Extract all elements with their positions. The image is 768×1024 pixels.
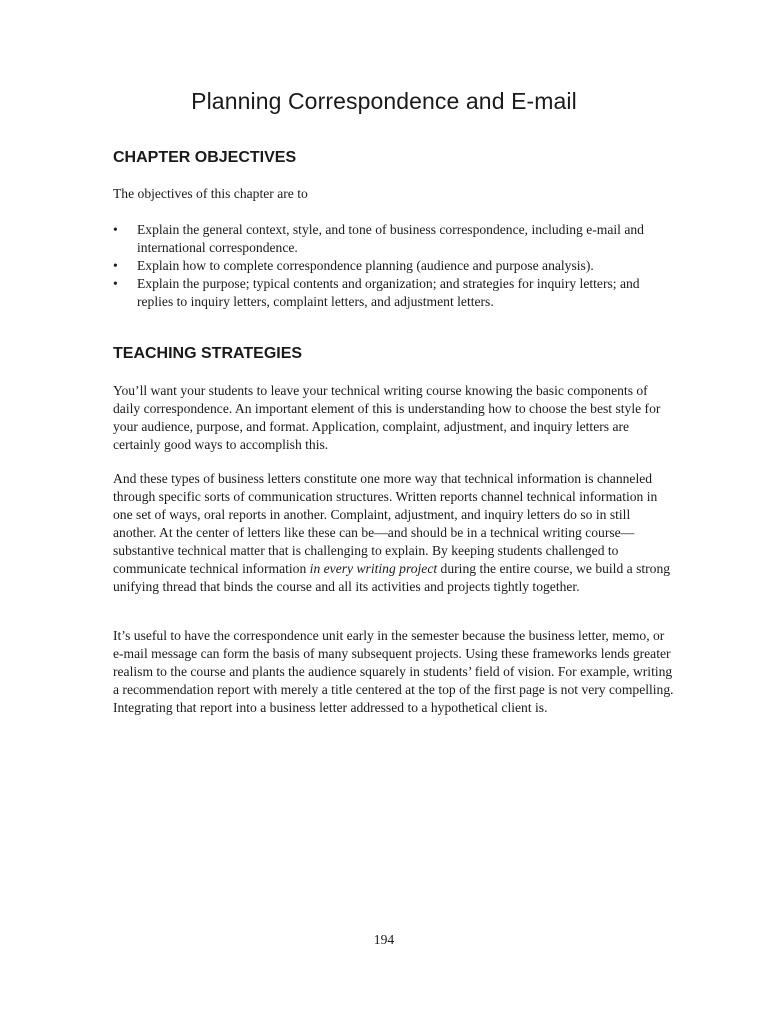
objectives-intro: The objectives of this chapter are to <box>113 186 308 201</box>
page-title: Planning Correspondence and E-mail <box>191 88 577 114</box>
teaching-strategies-heading: TEACHING STRATEGIES <box>113 345 303 362</box>
bullet-icon: • <box>113 276 118 291</box>
list-item <box>113 257 673 275</box>
objective-text: Explain how to complete correspondence planning (audience and purpose analysis). <box>137 258 594 273</box>
bullet-icon: • <box>113 222 118 237</box>
emphasized-text: in every writing project <box>309 561 438 576</box>
objective-text: Explain the general context, style, and tone of business correspondence, including e-mail and international correspondence. <box>137 222 644 255</box>
list-item <box>113 221 673 257</box>
objective-text: Explain the purpose; typical contents and organization; and strategies for inquiry letters; and replies to inquiry letters, complaint letters, and adjustment letters. <box>137 276 640 309</box>
objectives-list <box>113 221 673 311</box>
page-number: 194 <box>373 932 395 947</box>
chapter-objectives-heading: CHAPTER OBJECTIVES <box>113 149 297 166</box>
bullet-icon: • <box>113 258 118 273</box>
paragraph: You’ll want your students to leave your technical writing course knowing the basic components of daily correspondence. An important element of this is understanding how to choose the best style for your audience, purpose, and format. Application, complaint, adjustment, and inquiry letters are certainly good ways to accomplish this. <box>113 383 661 452</box>
paragraph <box>113 470 675 596</box>
paragraph-text: And these types of business letters constitute one more way that technical information is channeled through specific sorts of communication structures. Written reports channel technical information in one set of ways, oral reports in another. Complaint, adjustment, and inquiry letters do so in still another. At the center of letters like these can be—and should be in a technical writing course—substantive technical matter that is challenging to explain. By keeping students challenged to communicate technical information <box>113 471 658 576</box>
paragraph-text: during the entire course, we build a strong unifying thread that binds the course and all its activities and projects tightly together. <box>113 561 671 594</box>
list-item <box>113 275 673 311</box>
paragraph: It’s useful to have the correspondence unit early in the semester because the business letter, memo, or e-mail message can form the basis of many subsequent projects. Using these frameworks lends greater realism to the course and plants the audience squarely in students’ field of vision. For example, writing a recommendation report with merely a title centered at the top of the first page is not very compelling. Integrating that report into a business letter addressed to a hypothetical client is. <box>113 628 674 715</box>
